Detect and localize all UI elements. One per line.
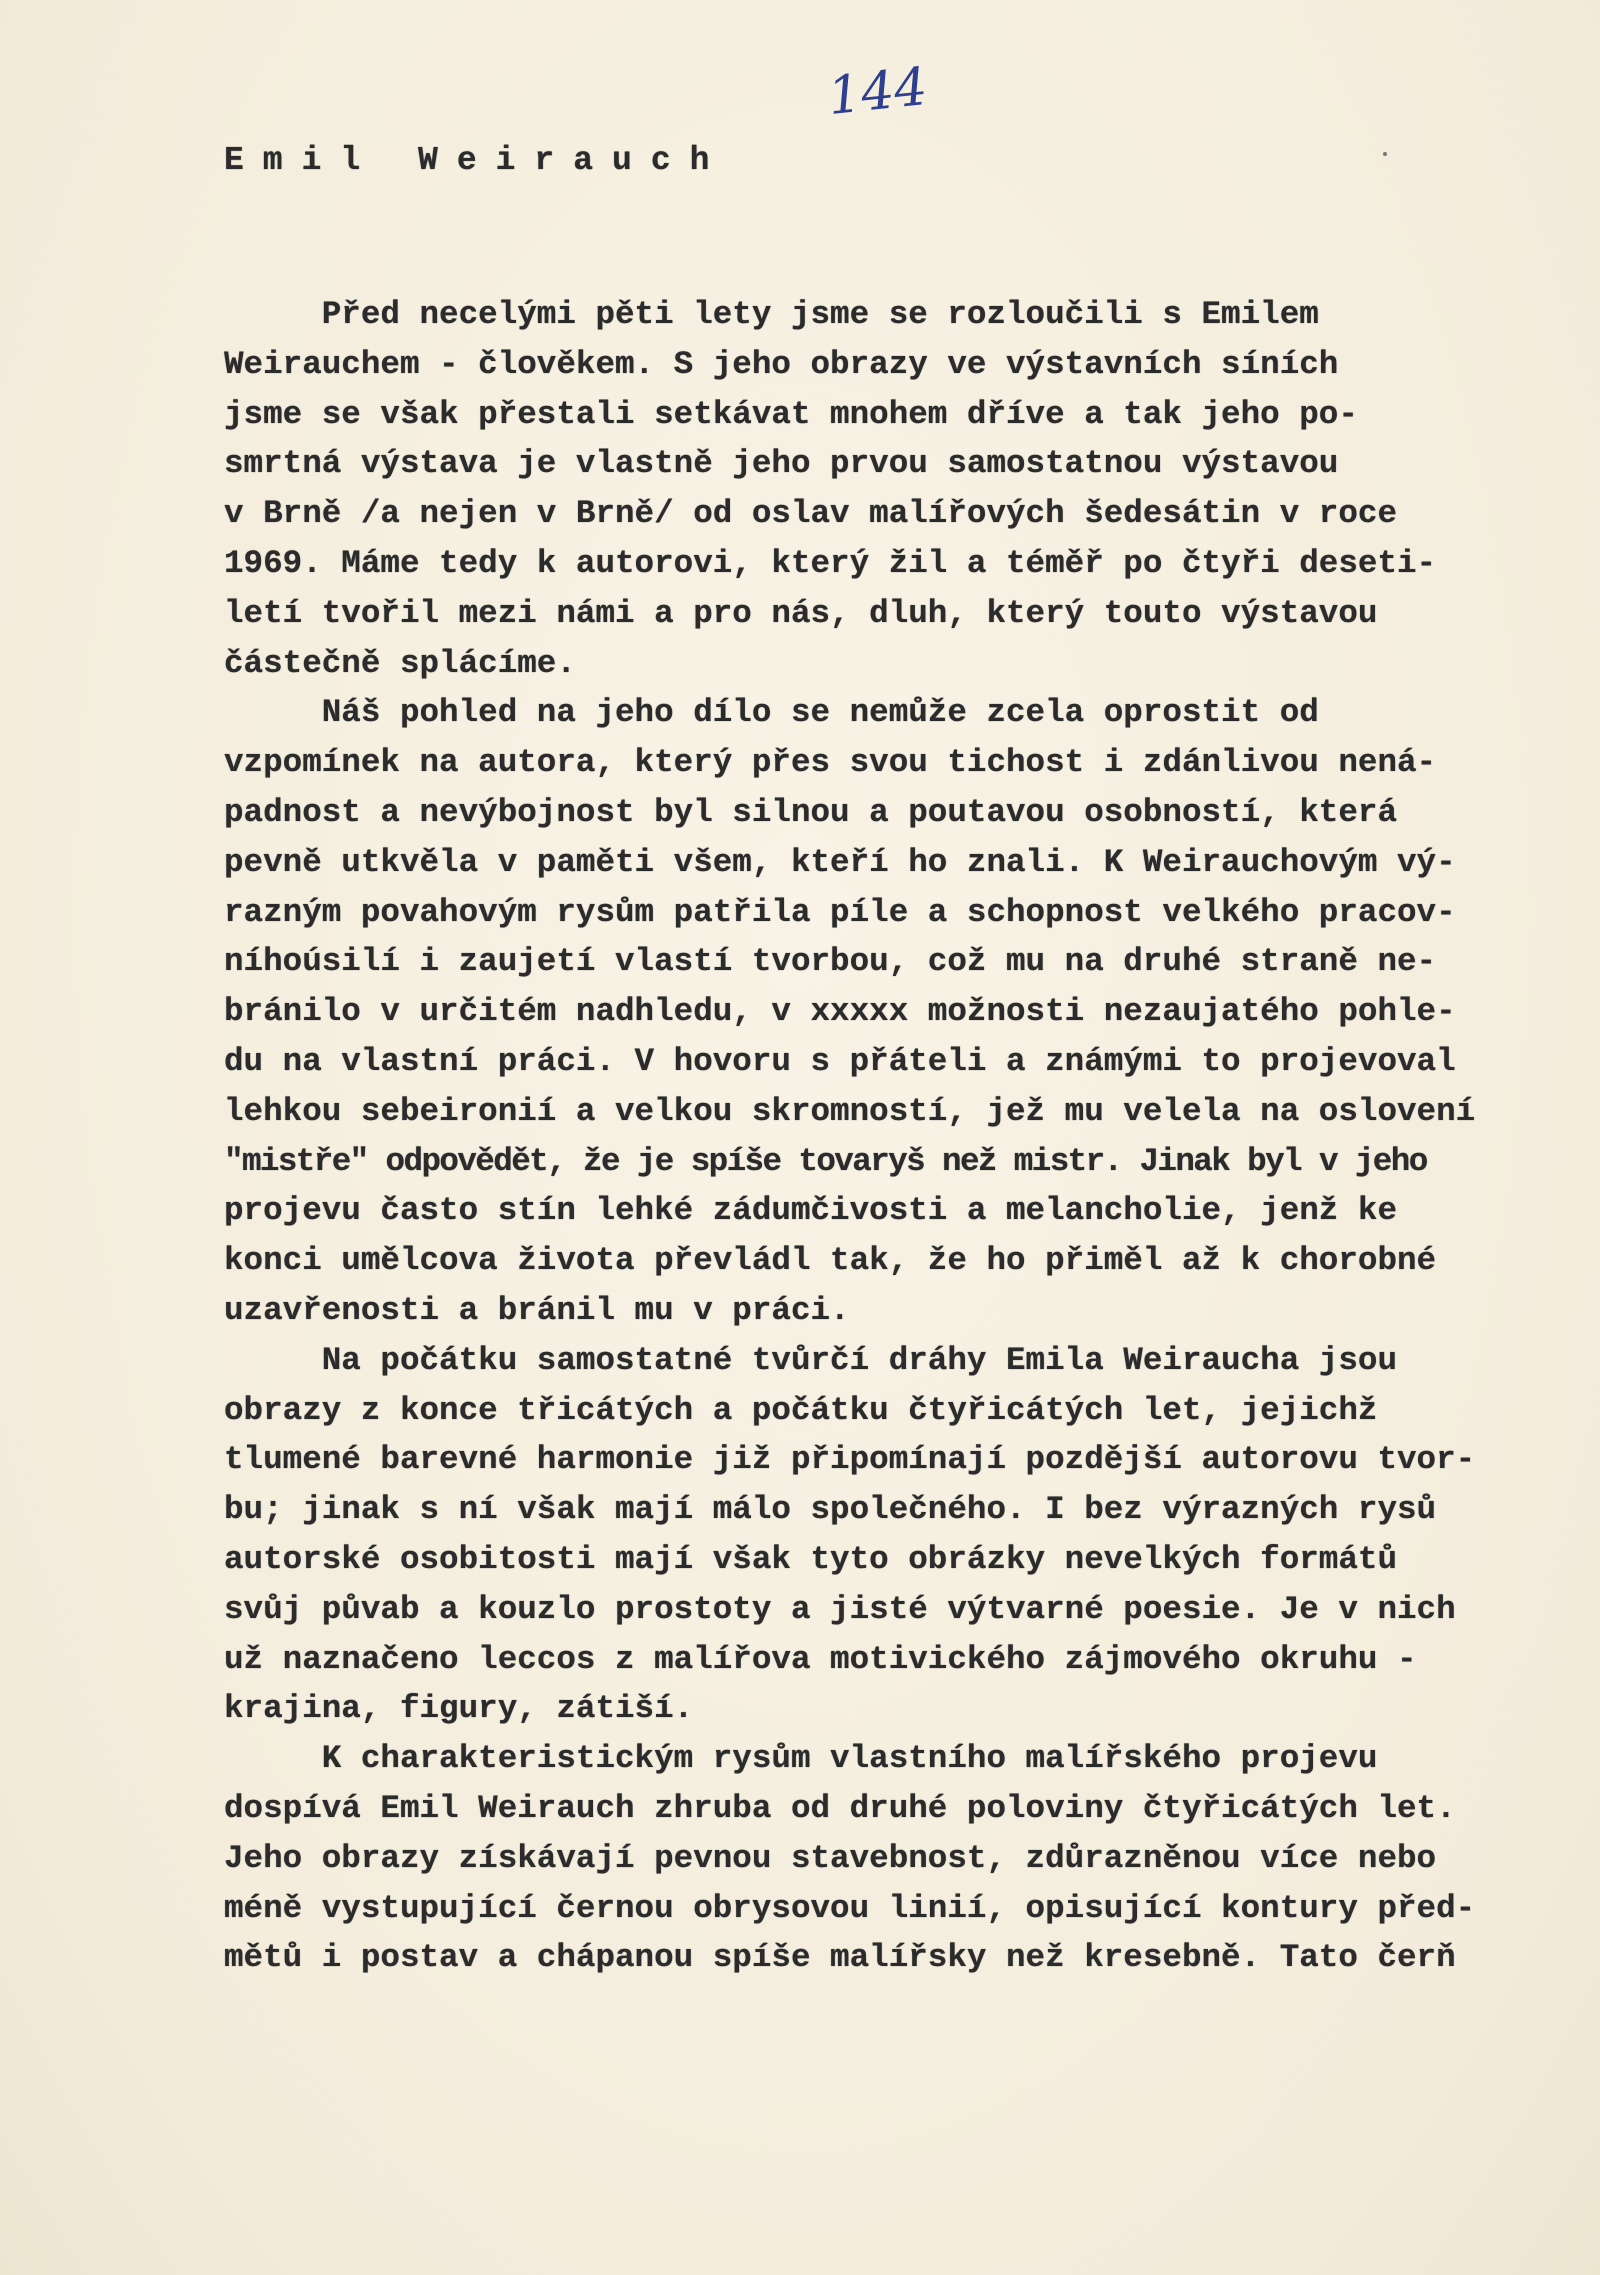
text-line: Jeho obrazy získávají pevnou stavebnost, zdůrazněnou více nebo (224, 1839, 1437, 1877)
text-line: konci umělcova života převládl tak, že ho přiměl až k chorobné (224, 1242, 1437, 1280)
text-line: Weirauchem - člověkem. S jeho obrazy ve výstavních síních (224, 345, 1339, 383)
document-body (224, 290, 1475, 1983)
text-line: v Brně /a nejen v Brně/ od oslav malířových šedesátin v roce (224, 495, 1398, 533)
text-line: padnost a nevýbojnost byl silnou a poutavou osobností, která (224, 793, 1398, 831)
text-line: smrtná výstava je vlastně jeho prvou samostatnou výstavou (224, 445, 1339, 483)
text-line: mětů i postav a chápanou spíše malířsky než kresebně. Tato čerň (224, 1939, 1456, 1977)
text-line: Náš pohled na jeho dílo se nemůže zcela oprostit od (224, 694, 1319, 732)
text-line: 1969. Máme tedy k autorovi, který žil a téměř po čtyři deseti- (224, 544, 1437, 582)
text-line: bránilo v určitém nadhledu, v xxxxx možnosti nezaujatého pohle- (224, 993, 1456, 1031)
text-line: lehkou sebeironií a velkou skromností, jež mu velela na oslovení (224, 1092, 1476, 1130)
text-line: už naznačeno leccos z malířova motivického zájmového okruhu - (224, 1640, 1417, 1678)
text-line: projevu často stín lehké zádumčivosti a melancholie, jenž ke (224, 1192, 1398, 1230)
text-line: svůj půvab a kouzlo prostoty a jisté výtvarné poesie. Je v nich (224, 1590, 1456, 1628)
text-line: autorské osobitosti mají však tyto obrázky nevelkých formátů (224, 1540, 1398, 1578)
text-line: uzavřenosti a bránil mu v práci. (224, 1291, 850, 1329)
text-line: Na počátku samostatné tvůrčí dráhy Emila Weiraucha jsou (224, 1341, 1398, 1379)
text-line: letí tvořil mezi námi a pro nás, dluh, který touto výstavou (224, 594, 1378, 632)
text-line: "mistře" odpovědět, že je spíše tovaryš než mistr. Jinak byl v jeho (224, 1142, 1427, 1180)
text-line: Před necelými pěti lety jsme se rozloučili s Emilem (224, 296, 1319, 333)
text-line: krajina, figury, zátiší. (224, 1690, 694, 1728)
text-line: bu; jinak s ní však mají málo společného. I bez výrazných rysů (224, 1491, 1437, 1529)
text-line: tlumené barevné harmonie již připomínají pozdější autorovu tvor- (224, 1441, 1476, 1479)
text-line: K charakteristickým rysům vlastního malířského projevu (224, 1740, 1378, 1778)
text-line: částečně splácíme. (224, 644, 576, 682)
text-line: obrazy z konce třicátých a počátku čtyřicátých let, jejichž (224, 1391, 1378, 1429)
text-line: níhoúsilí i zaujetí vlastí tvorbou, což mu na druhé straně ne- (224, 943, 1437, 981)
text-line: dospívá Emil Weirauch zhruba od druhé poloviny čtyřicátých let. (224, 1789, 1456, 1827)
document-title: Emil Weirauch (224, 142, 729, 179)
paper-speck (1383, 152, 1387, 156)
text-line: du na vlastní práci. V hovoru s přáteli a známými to projevoval (224, 1042, 1456, 1080)
text-line: méně vystupující černou obrysovou linií, opisující kontury před- (224, 1889, 1476, 1927)
text-line: jsme se však přestali setkávat mnohem dříve a tak jeho po- (224, 395, 1358, 433)
handwritten-folio-number: 144 (825, 56, 931, 128)
text-line: razným povahovým rysům patřila píle a schopnost velkého pracov- (224, 893, 1456, 931)
text-line: pevně utkvěla v paměti všem, kteří ho znali. K Weirauchovým vý- (224, 843, 1456, 881)
text-line: vzpomínek na autora, který přes svou tichost i zdánlivou nená- (224, 744, 1437, 782)
